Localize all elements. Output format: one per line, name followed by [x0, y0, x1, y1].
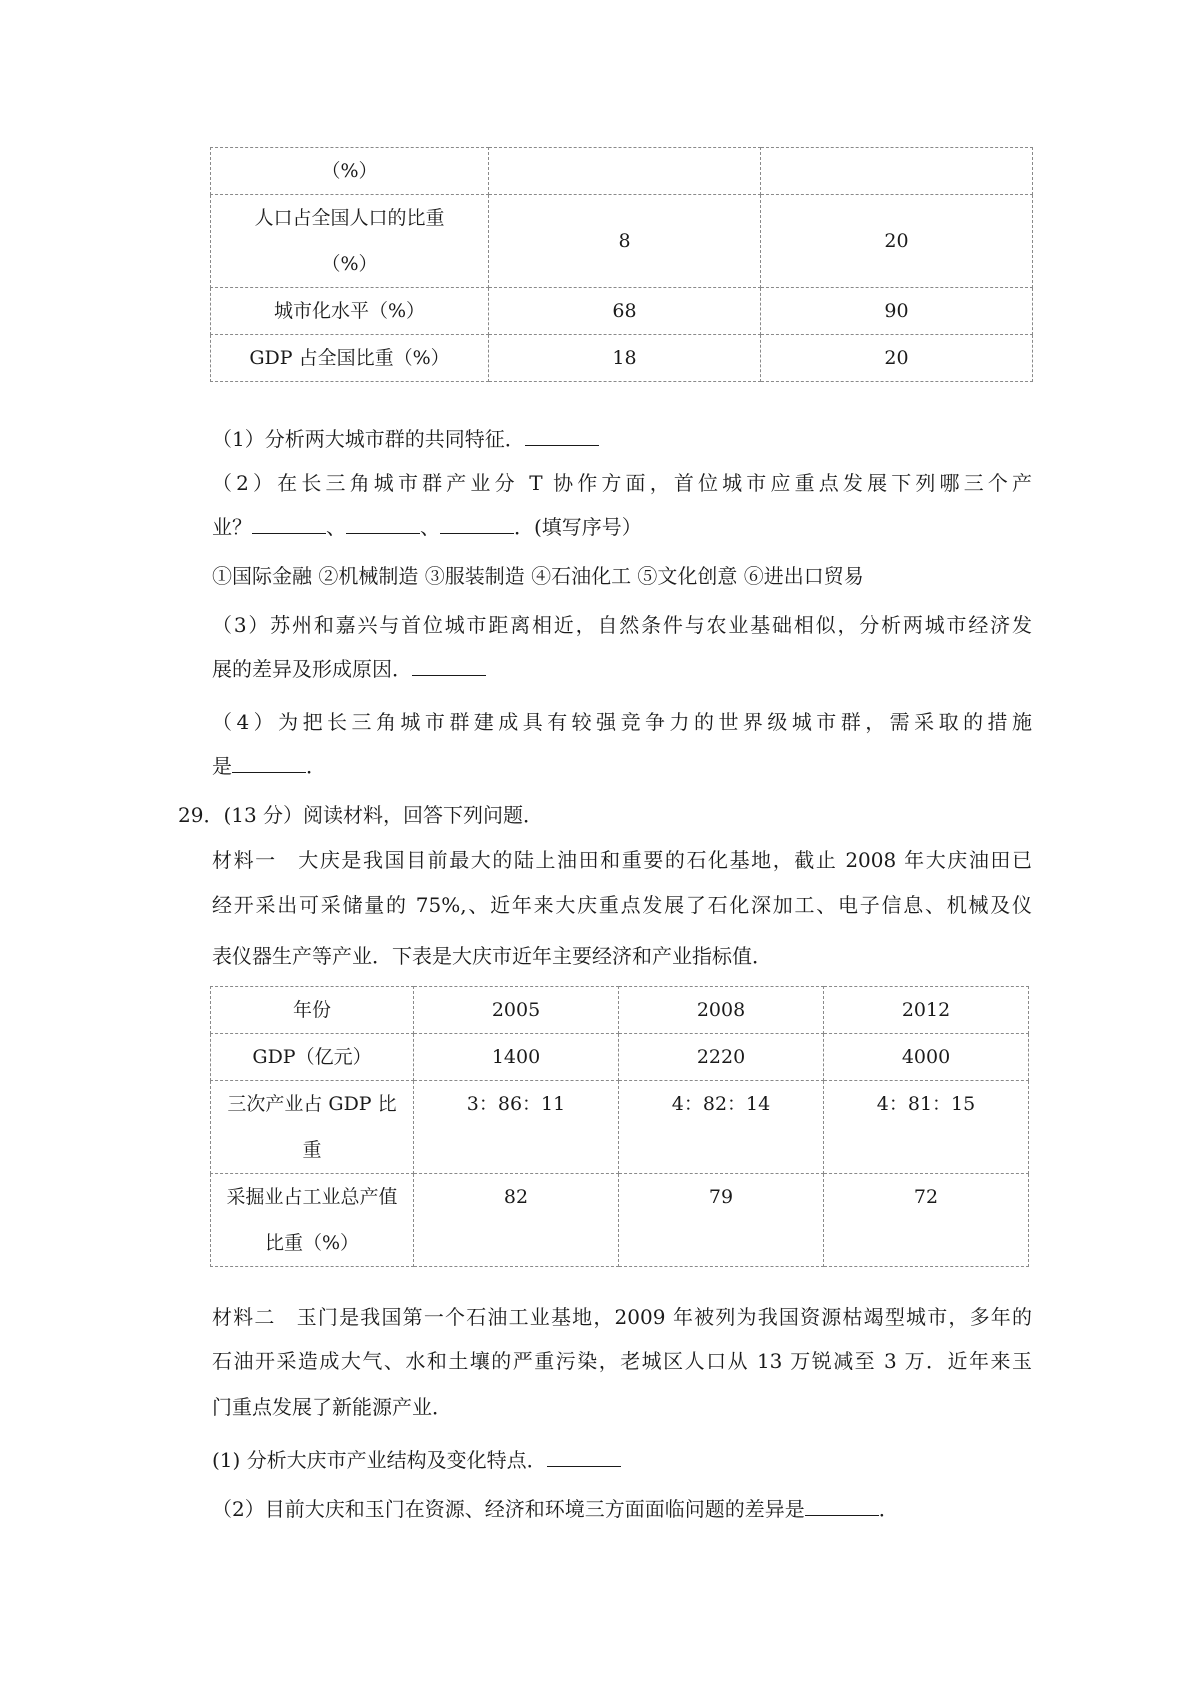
answer-blank[interactable] [412, 655, 486, 676]
answer-blank[interactable] [252, 513, 326, 534]
table-row [211, 195, 1033, 288]
table-header-cell: 2012 [824, 987, 1029, 1034]
table-header-cell: 年份 [211, 987, 414, 1034]
table-row [211, 148, 1033, 195]
q29-material1-line1: 材料一 大庆是我国目前最大的陆上油田和重要的石化基地，截止 2008 年大庆油田已 [212, 848, 1032, 872]
table-header-cell: 2008 [619, 987, 824, 1034]
table-row [211, 1174, 1029, 1267]
table-cell: 采掘业占工业总产值 比重（%） [211, 1174, 414, 1267]
table-header-cell: 2005 [414, 987, 619, 1034]
q28-options: ①国际金融 ②机械制造 ③服装制造 ④石油化工 ⑤文化创意 ⑥进出口贸易 [212, 564, 864, 588]
table-cell [489, 148, 761, 195]
table-row [211, 1034, 1029, 1081]
answer-blank[interactable] [346, 513, 420, 534]
answer-blank[interactable] [440, 513, 514, 534]
table-cell: 72 [824, 1174, 1029, 1267]
table-row [211, 335, 1033, 382]
table-cell: 90 [761, 288, 1033, 335]
q28-sub1: （1）分析两大城市群的共同特征． [212, 424, 1032, 454]
table-cell: 4：82：14 [619, 1081, 824, 1174]
q28-sub3-line2: 展的差异及形成原因． [212, 654, 1032, 684]
q28-sub2-line1: （2）在长三角城市群产业分 T 协作方面，首位城市应重点发展下列哪三个产 [212, 471, 1032, 495]
table-cell: 2220 [619, 1034, 824, 1081]
q29-material1-line3: 表仪器生产等产业．下表是大庆市近年主要经济和产业指标值． [212, 944, 772, 968]
city-cluster-table [210, 147, 1033, 382]
table-cell: 8 [489, 195, 761, 288]
table-cell: 1400 [414, 1034, 619, 1081]
table-cell: 城市化水平（%） [211, 288, 489, 335]
q28-sub2-line2: 业？ 、 、 ．(填写序号） [212, 515, 642, 539]
q28-sub4-line2: 是 ． [212, 754, 326, 778]
table-cell: 4：81：15 [824, 1081, 1029, 1174]
q29-material1-line2: 经开采出可采储量的 75%,、近年来大庆重点发展了石化深加工、电子信息、机械及仪 [212, 893, 1032, 917]
table-cell: 79 [619, 1174, 824, 1267]
answer-blank[interactable] [232, 752, 306, 773]
answer-blank[interactable] [525, 425, 599, 446]
table-cell: GDP 占全国比重（%） [211, 335, 489, 382]
daqing-indicators-table [210, 986, 1029, 1267]
table-row [211, 1081, 1029, 1174]
table-cell: （%） [211, 148, 489, 195]
q28-sub4-line1: （4）为把长三角城市群建成具有较强竞争力的世界级城市群，需采取的措施 [212, 710, 1032, 734]
q28-sub3-line1: （3）苏州和嘉兴与首位城市距离相近，自然条件与农业基础相似，分析两城市经济发 [212, 613, 1032, 637]
table-cell: 3：86：11 [414, 1081, 619, 1174]
table-row [211, 288, 1033, 335]
table-cell: 4000 [824, 1034, 1029, 1081]
q29-material2-line1: 材料二 玉门是我国第一个石油工业基地，2009 年被列为我国资源枯竭型城市，多年的 [212, 1305, 1032, 1329]
table-cell: 82 [414, 1174, 619, 1267]
table-cell: 18 [489, 335, 761, 382]
table-header-row [211, 987, 1029, 1034]
q29-sub2: （2）目前大庆和玉门在资源、经济和环境三方面面临问题的差异是 ． [212, 1497, 899, 1521]
table-cell: 20 [761, 335, 1033, 382]
q29-material2-line2: 石油开采造成大气、水和土壤的严重污染，老城区人口从 13 万锐减至 3 万．近年来玉 [212, 1349, 1032, 1373]
q29-title: 29．(13 分）阅读材料，回答下列问题． [178, 803, 544, 827]
q29-material2-line3: 门重点发展了新能源产业． [212, 1395, 452, 1419]
table-cell: 68 [489, 288, 761, 335]
table-cell [761, 148, 1033, 195]
table-cell: 三次产业占 GDP 比 重 [211, 1081, 414, 1174]
table-cell: 20 [761, 195, 1033, 288]
table-cell: GDP（亿元） [211, 1034, 414, 1081]
answer-blank[interactable] [805, 1495, 879, 1516]
table-cell: 人口占全国人口的比重 （%） [211, 195, 489, 288]
answer-blank[interactable] [547, 1446, 621, 1467]
q29-sub1: (1) 分析大庆市产业结构及变化特点． [212, 1445, 1032, 1475]
